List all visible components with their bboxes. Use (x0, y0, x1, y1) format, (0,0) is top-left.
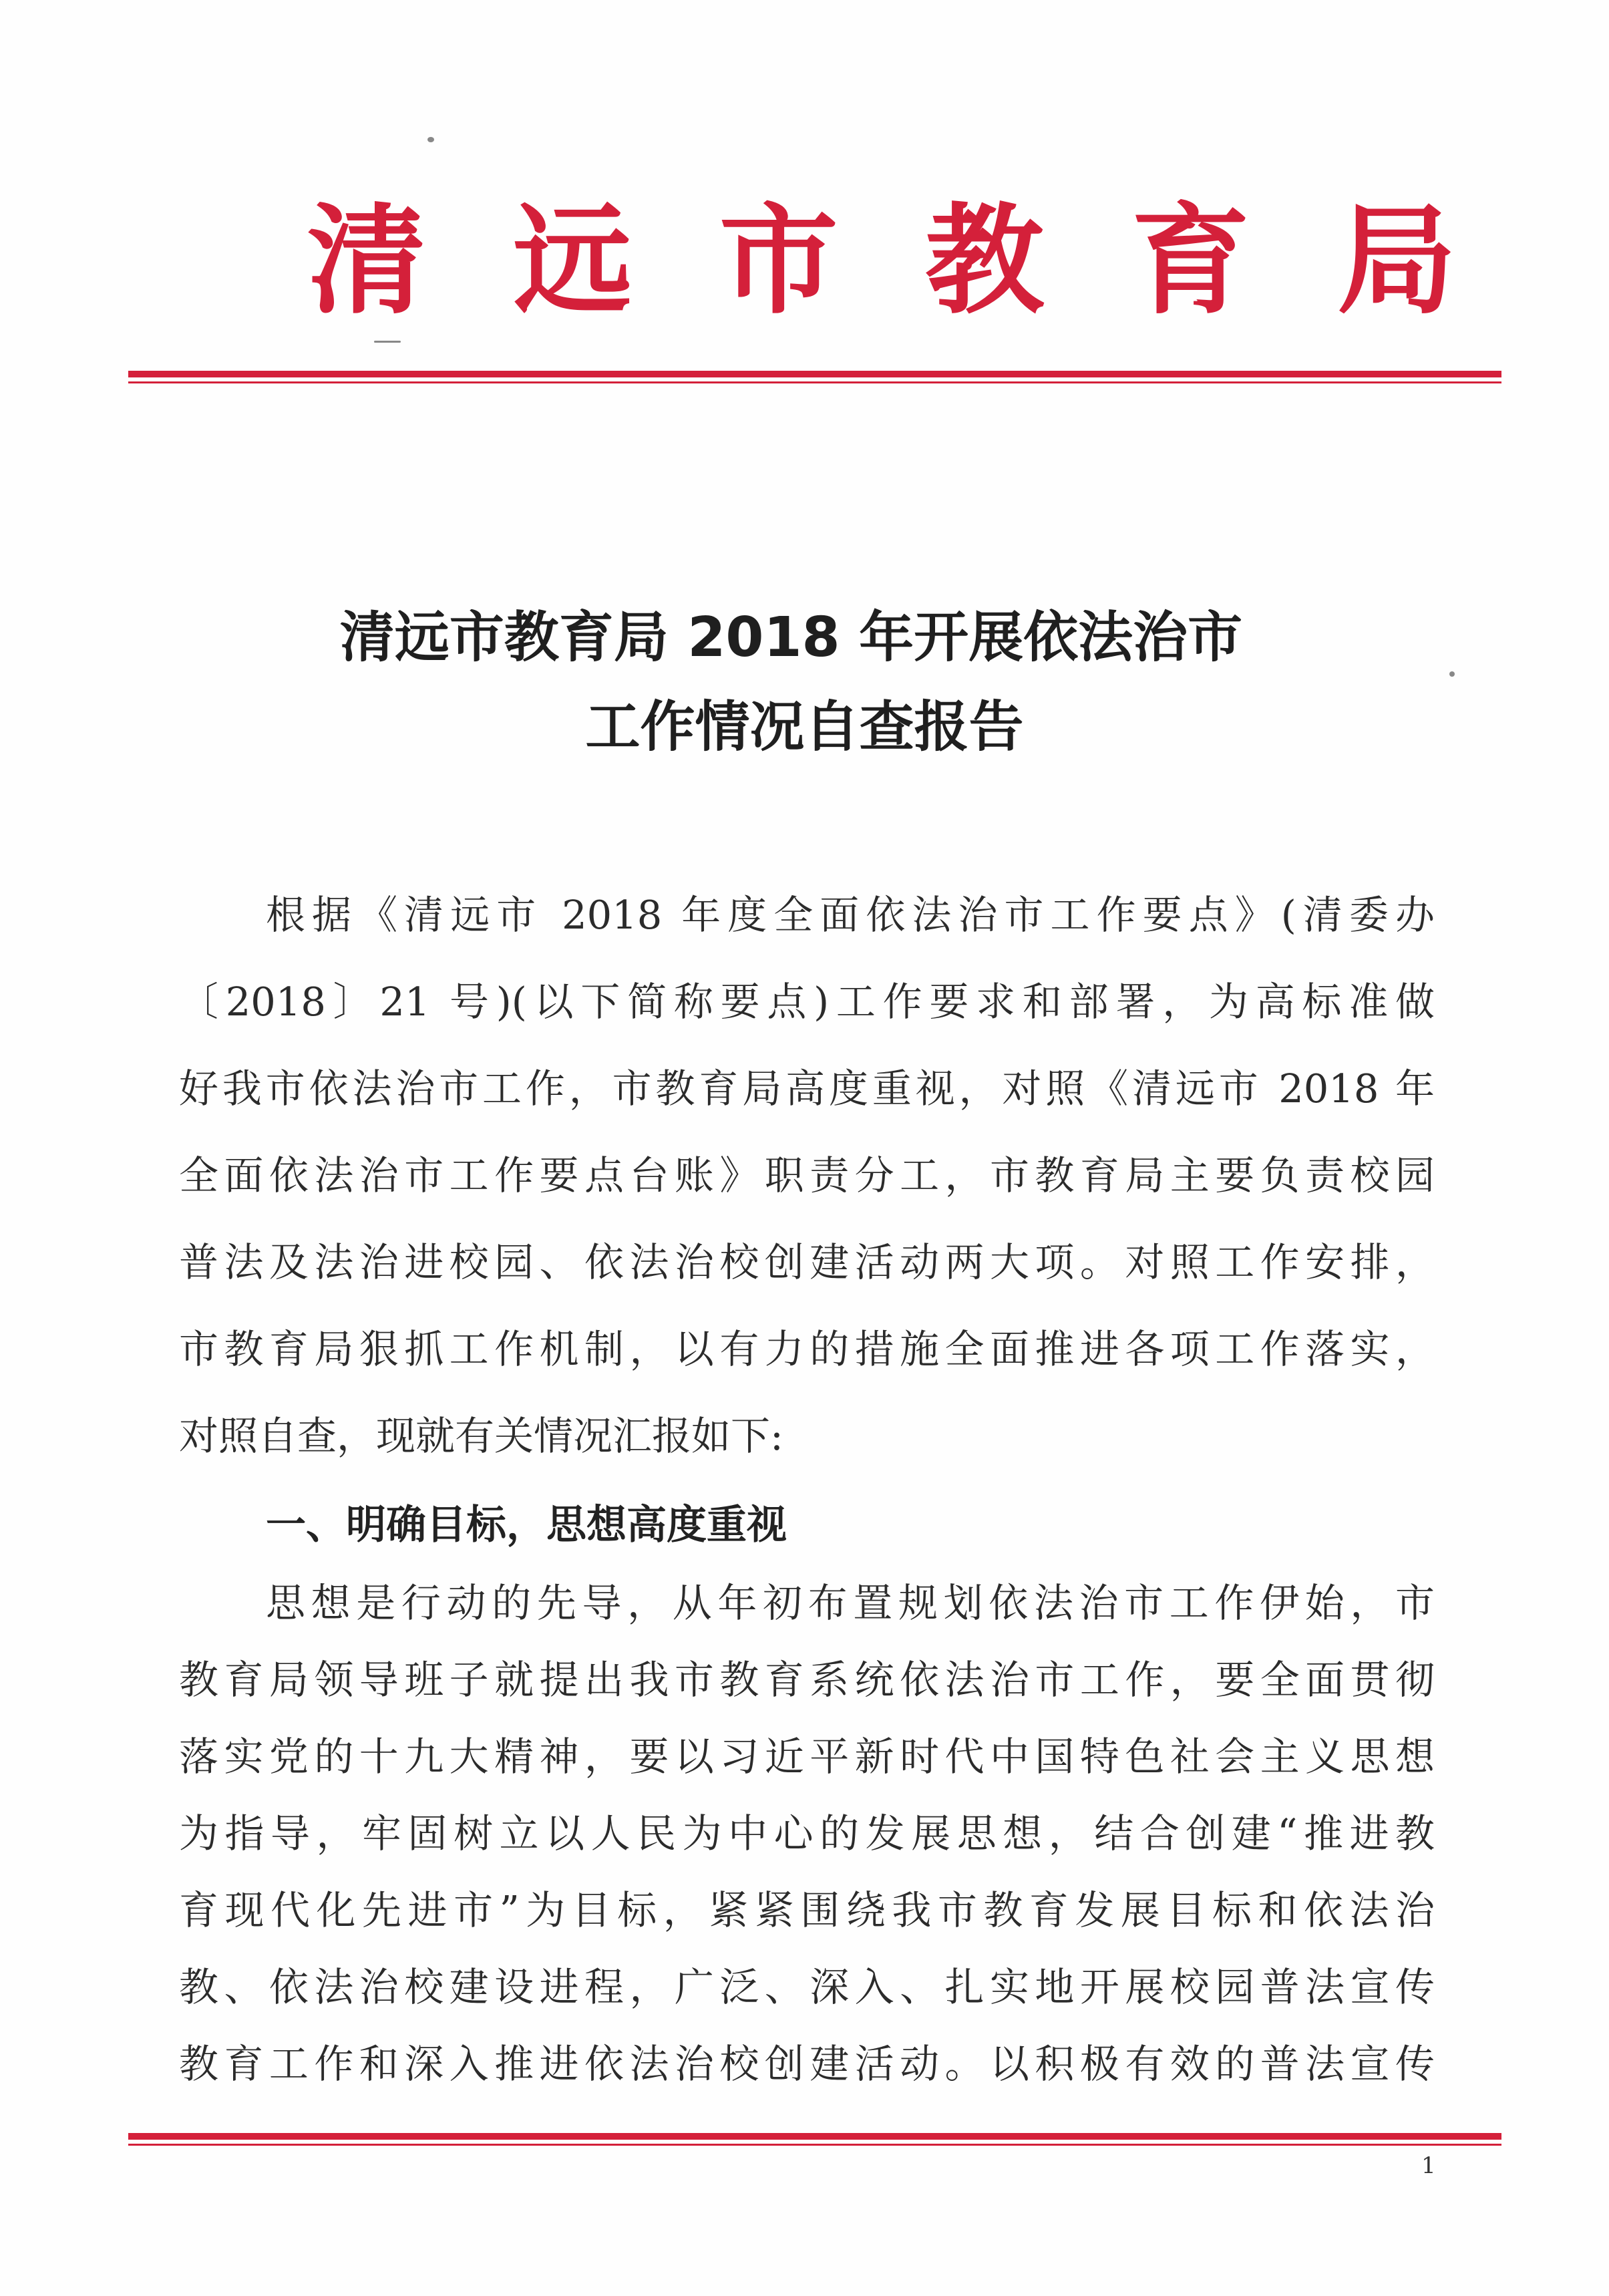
letterhead-char: 育 (1131, 190, 1250, 330)
letterhead-char: 市 (719, 190, 838, 330)
paragraph-2-line: 落实党的十九大精神，要以习近平新时代中国特色社会主义思想 (179, 1734, 1435, 1780)
paragraph-2-line: 教育局领导班子就提出我市教育系统依法治市工作，要全面贯彻 (179, 1657, 1435, 1703)
paragraph-2-line: 教、依法治校建设进程，广泛、深入、扎实地开展校园普法宣传 (179, 1964, 1435, 2010)
paragraph-1-line: 〔2018〕21 号)(以下简称要点)工作要求和部署，为高标准做 (179, 979, 1435, 1025)
scan-speck (427, 137, 434, 142)
letterhead-char: 远 (513, 190, 633, 330)
paragraph-2-line: 为指导，牢固树立以人民为中心的发展思想，结合创建“推进教 (179, 1810, 1435, 1856)
paragraph-2-line: 思想是行动的先导，从年初布置规划依法治市工作伊始，市 (266, 1580, 1435, 1626)
paragraph-1-line: 根据《清远市 2018 年度全面依法治市工作要点》(清委办 (266, 892, 1435, 938)
scan-speck (1449, 671, 1455, 677)
paragraph-1-line: 普法及法治进校园、依法治校创建活动两大项。对照工作安排， (179, 1239, 1435, 1285)
scan-speck (374, 341, 401, 343)
page-number: 1 (1421, 2152, 1436, 2179)
paragraph-1-line: 全面依法治市工作要点台账》职责分工，市教育局主要负责校园 (179, 1152, 1435, 1198)
letterhead-char: 教 (925, 190, 1045, 330)
letterhead-char: 清 (307, 190, 426, 330)
letterhead-char: 局 (1336, 190, 1456, 330)
letterhead (134, 180, 1483, 341)
paragraph-2-line: 育现代化先进市”为目标，紧紧围绕我市教育发展目标和依法治 (179, 1887, 1435, 1933)
document-title-line-2: 工作情况自查报告 (585, 695, 1024, 759)
paragraph-1-line: 好我市依法治市工作，市教育局高度重视，对照《清远市 2018 年 (179, 1065, 1435, 1112)
section-heading-1: 一、明确目标，思想高度重视 (266, 1502, 787, 1548)
paragraph-2-line: 教育工作和深入推进依法治校创建活动。以积极有效的普法宣传 (179, 2041, 1435, 2087)
document-title-line-1: 清远市教育局 2018 年开展依法治市 (339, 606, 1243, 669)
paragraph-1-line: 市教育局狠抓工作机制，以有力的措施全面推进各项工作落实， (179, 1326, 1435, 1372)
paragraph-1-line: 对照自查，现就有关情况汇报如下: (179, 1413, 783, 1459)
